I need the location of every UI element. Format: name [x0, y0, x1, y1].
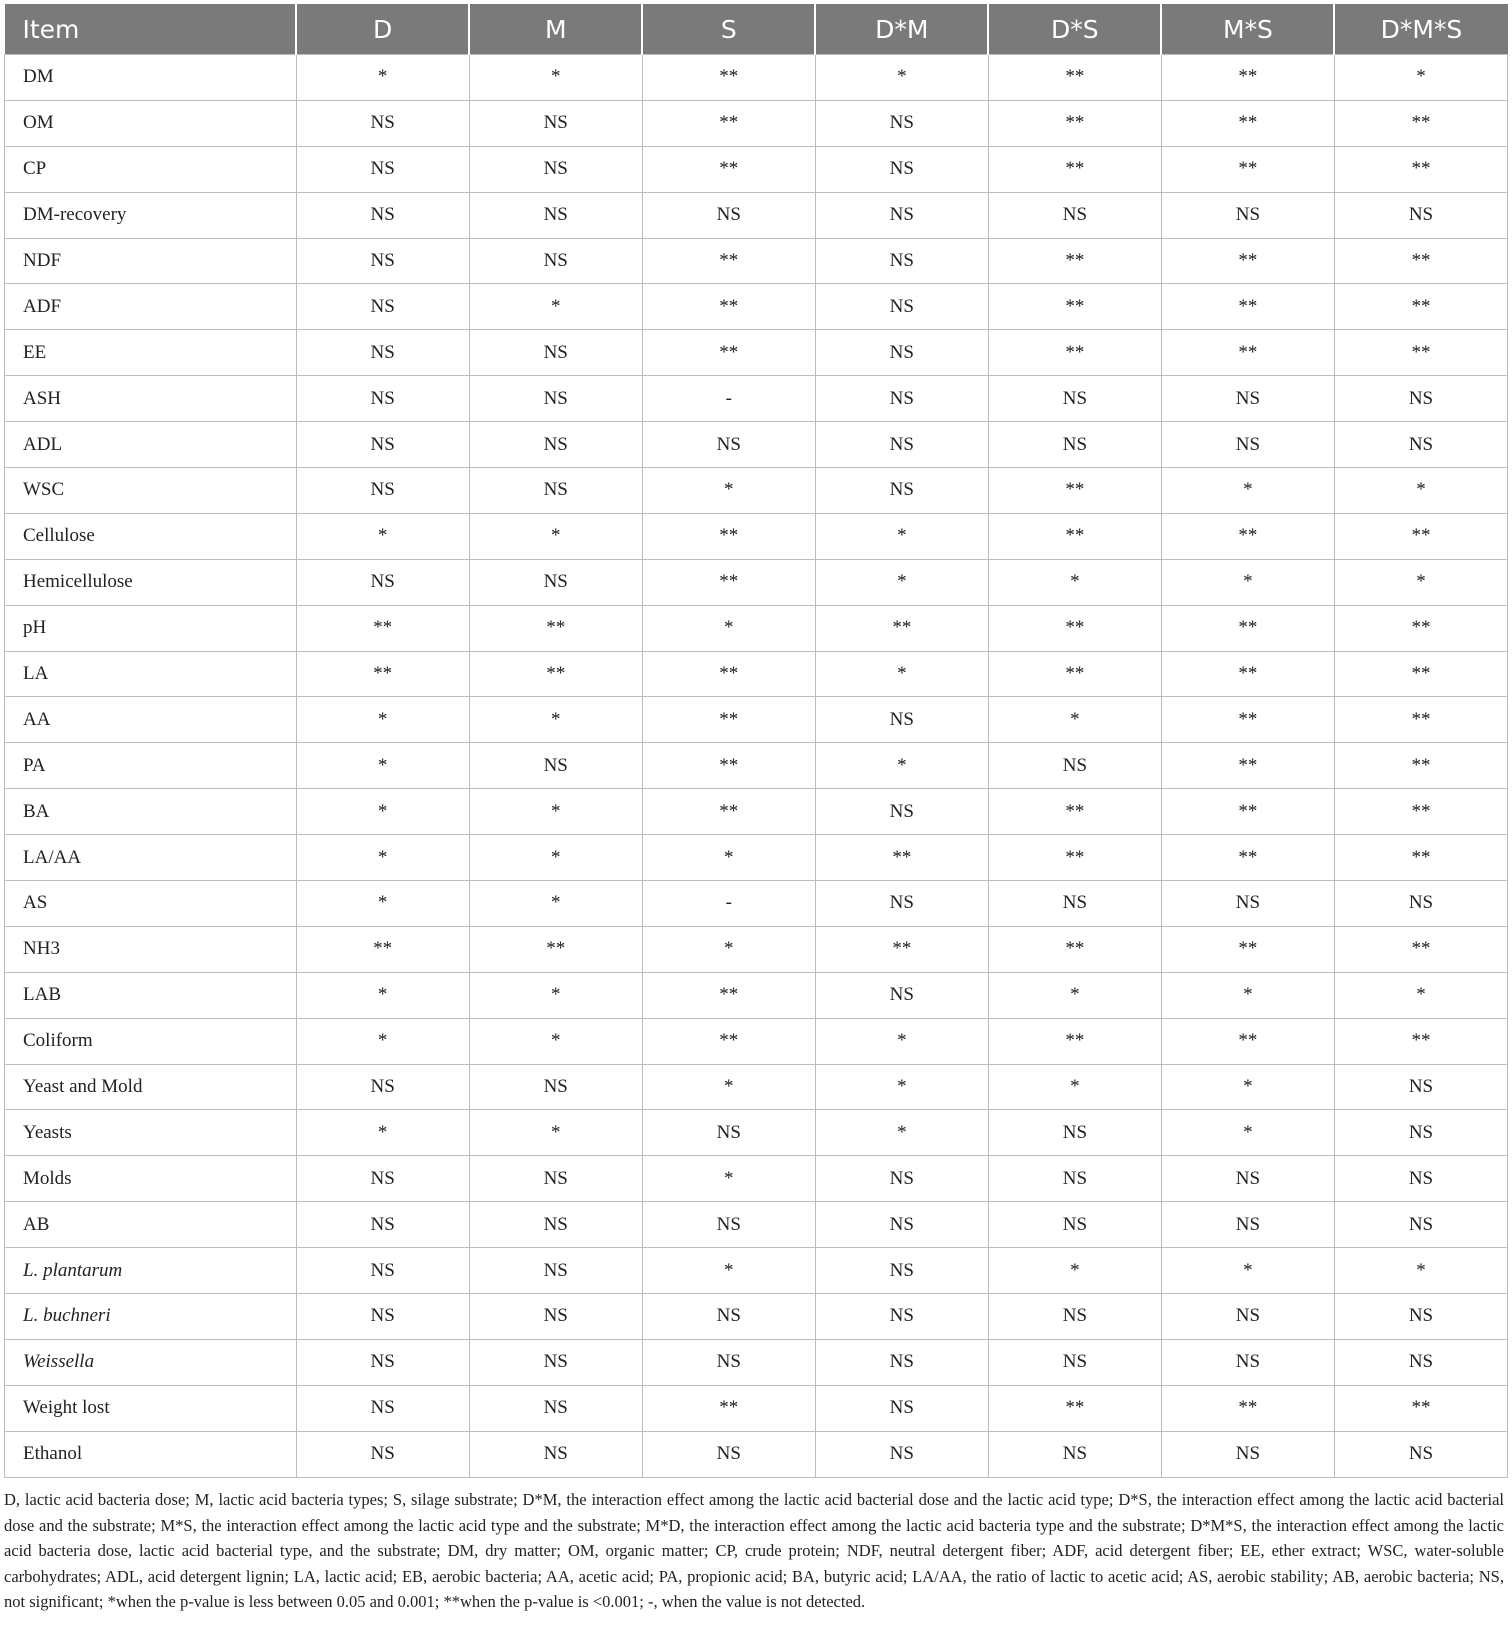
row-label: ADF	[5, 284, 297, 330]
significance-cell: **	[1161, 743, 1334, 789]
significance-cell: *	[1334, 559, 1507, 605]
table-row	[5, 789, 1508, 835]
significance-cell: **	[1334, 100, 1507, 146]
significance-cell: *	[296, 1018, 469, 1064]
significance-cell: NS	[1161, 376, 1334, 422]
significance-cell: NS	[1161, 1294, 1334, 1340]
significance-cell: NS	[642, 1294, 815, 1340]
significance-cell: *	[815, 1064, 988, 1110]
significance-cell: **	[988, 605, 1161, 651]
table-row	[5, 513, 1508, 559]
significance-cell: **	[1161, 697, 1334, 743]
significance-cell: NS	[815, 1339, 988, 1385]
row-label: Ethanol	[5, 1431, 297, 1477]
table-row	[5, 100, 1508, 146]
significance-cell: *	[1161, 468, 1334, 514]
significance-cell: NS	[296, 1385, 469, 1431]
significance-cell: *	[296, 789, 469, 835]
significance-cell: **	[1334, 284, 1507, 330]
significance-cell: **	[1334, 1018, 1507, 1064]
significance-cell: **	[642, 55, 815, 101]
significance-cell: NS	[988, 422, 1161, 468]
significance-cell: NS	[642, 422, 815, 468]
table-row	[5, 55, 1508, 101]
significance-cell: NS	[469, 1064, 642, 1110]
significance-cell: *	[296, 55, 469, 101]
significance-cell: *	[815, 559, 988, 605]
significance-cell: *	[642, 1248, 815, 1294]
significance-cell: *	[1161, 559, 1334, 605]
significance-cell: **	[1161, 605, 1334, 651]
row-label: NDF	[5, 238, 297, 284]
significance-cell: **	[642, 743, 815, 789]
significance-cell: **	[642, 100, 815, 146]
significance-cell: NS	[296, 284, 469, 330]
row-label: DM	[5, 55, 297, 101]
significance-cell: NS	[815, 376, 988, 422]
significance-cell: NS	[1161, 1202, 1334, 1248]
significance-cell: **	[815, 926, 988, 972]
significance-cell: **	[1334, 146, 1507, 192]
header-row	[5, 4, 1508, 55]
significance-cell: NS	[815, 881, 988, 927]
significance-cell: NS	[1334, 1431, 1507, 1477]
significance-cell: NS	[988, 881, 1161, 927]
significance-cell: NS	[296, 330, 469, 376]
significance-cell: NS	[469, 1385, 642, 1431]
significance-cell: NS	[1334, 1202, 1507, 1248]
significance-cell: *	[469, 881, 642, 927]
significance-cell: **	[296, 651, 469, 697]
significance-cell: NS	[815, 1202, 988, 1248]
row-label: LAB	[5, 972, 297, 1018]
significance-cell: NS	[815, 1294, 988, 1340]
significance-cell: NS	[296, 1156, 469, 1202]
significance-cell: *	[988, 1248, 1161, 1294]
significance-cell: *	[296, 743, 469, 789]
significance-cell: **	[988, 1018, 1161, 1064]
row-label: Yeasts	[5, 1110, 297, 1156]
significance-cell: **	[296, 605, 469, 651]
column-header-s: S	[642, 4, 815, 55]
significance-cell: NS	[988, 1110, 1161, 1156]
significance-cell: NS	[1161, 881, 1334, 927]
row-label: WSC	[5, 468, 297, 514]
significance-cell: **	[642, 238, 815, 284]
significance-cell: NS	[815, 100, 988, 146]
significance-cell: *	[1334, 1248, 1507, 1294]
significance-cell: NS	[296, 1202, 469, 1248]
significance-cell: **	[1334, 651, 1507, 697]
significance-cell: NS	[1334, 422, 1507, 468]
column-header-mxs: M*S	[1161, 4, 1334, 55]
significance-cell: **	[642, 146, 815, 192]
table-row	[5, 1294, 1508, 1340]
significance-cell: *	[469, 972, 642, 1018]
significance-cell: NS	[469, 238, 642, 284]
significance-cell: *	[296, 972, 469, 1018]
significance-cell: NS	[469, 146, 642, 192]
row-label: Weight lost	[5, 1385, 297, 1431]
significance-cell: *	[296, 881, 469, 927]
significance-cell: NS	[469, 1431, 642, 1477]
significance-cell: *	[988, 972, 1161, 1018]
significance-cell: *	[815, 743, 988, 789]
significance-cell: **	[988, 926, 1161, 972]
table-row	[5, 192, 1508, 238]
significance-cell: *	[296, 835, 469, 881]
significance-cell: NS	[1334, 1110, 1507, 1156]
table-row	[5, 835, 1508, 881]
significance-cell: *	[642, 605, 815, 651]
table-row	[5, 146, 1508, 192]
table-footnote: D, lactic acid bacteria dose; M, lactic acid bacteria types; S, silage substrate; D*M, the interaction effect among the lactic acid bacterial dose and the lactic acid type; D*S, the interaction effect among the lactic acid bacterial dose and the substrate; M*S, the interaction effect among the lactic acid type and the substrate; M*D, the interaction effect among the lactic acid bacteria type and the substrate; D*M*S, the interaction effect among the lactic acid bacteria dose, lactic acid bacterial type, and the substrate; DM, dry matter; OM, organic matter; CP, crude protein; NDF, neutral detergent fiber; ADF, acid detergent fiber; EE, ether extract; WSC, water-soluble carbohydrates; ADL, acid detergent lignin; LA, lactic acid; EB, aerobic bacteria; AA, acetic acid; PA, propionic acid; BA, butyric acid; LA/AA, the ratio of lactic to acetic acid; AS, aerobic stability; AB, aerobic bacteria; NS, not significant; *when the p-value is less between 0.05 and 0.001; **when the p-value is <0.001; -, when the value is not detected.	[4, 1490, 1504, 1611]
significance-cell: **	[1161, 789, 1334, 835]
significance-cell: -	[642, 881, 815, 927]
significance-cell: *	[1334, 972, 1507, 1018]
table-row	[5, 1018, 1508, 1064]
significance-cell: *	[296, 513, 469, 559]
table-row	[5, 972, 1508, 1018]
significance-cell: **	[1161, 330, 1334, 376]
significance-cell: *	[469, 835, 642, 881]
significance-cell: *	[296, 697, 469, 743]
table-row	[5, 376, 1508, 422]
row-label: NH3	[5, 926, 297, 972]
significance-cell: NS	[1334, 1156, 1507, 1202]
significance-cell: **	[988, 468, 1161, 514]
significance-cell: **	[1161, 146, 1334, 192]
significance-cell: NS	[815, 789, 988, 835]
significance-cell: NS	[815, 192, 988, 238]
significance-cell: *	[469, 284, 642, 330]
row-label: CP	[5, 146, 297, 192]
table-row	[5, 881, 1508, 927]
significance-cell: **	[1334, 238, 1507, 284]
row-label: Cellulose	[5, 513, 297, 559]
significance-cell: **	[1334, 835, 1507, 881]
significance-cell: **	[1161, 100, 1334, 146]
significance-cell: **	[1334, 789, 1507, 835]
column-header-dxm: D*M	[815, 4, 988, 55]
table-row	[5, 1385, 1508, 1431]
significance-cell: *	[642, 1156, 815, 1202]
row-label: L. plantarum	[5, 1248, 297, 1294]
significance-cell: NS	[296, 1248, 469, 1294]
significance-cell: NS	[1161, 1339, 1334, 1385]
significance-cell: NS	[988, 743, 1161, 789]
row-label: AA	[5, 697, 297, 743]
table-row	[5, 559, 1508, 605]
significance-cell: *	[1161, 972, 1334, 1018]
significance-cell: **	[988, 100, 1161, 146]
significance-cell: *	[988, 559, 1161, 605]
significance-cell: NS	[1161, 1156, 1334, 1202]
significance-cell: NS	[296, 1431, 469, 1477]
significance-cell: NS	[296, 376, 469, 422]
significance-cell: **	[1334, 743, 1507, 789]
significance-cell: **	[988, 146, 1161, 192]
significance-cell: **	[1161, 513, 1334, 559]
significance-cell: **	[1334, 513, 1507, 559]
table-row	[5, 1339, 1508, 1385]
significance-cell: *	[1161, 1248, 1334, 1294]
significance-cell: NS	[296, 100, 469, 146]
significance-cell: *	[815, 651, 988, 697]
significance-cell: *	[642, 835, 815, 881]
significance-cell: NS	[815, 422, 988, 468]
table-row	[5, 1156, 1508, 1202]
significance-cell: **	[815, 605, 988, 651]
row-label: ASH	[5, 376, 297, 422]
significance-cell: **	[1161, 651, 1334, 697]
significance-cell: **	[469, 651, 642, 697]
significance-cell: NS	[642, 1110, 815, 1156]
row-label: PA	[5, 743, 297, 789]
significance-cell: *	[1161, 1064, 1334, 1110]
table-body	[5, 55, 1508, 1478]
significance-cell: *	[988, 1064, 1161, 1110]
significance-cell: **	[988, 1385, 1161, 1431]
row-label: OM	[5, 100, 297, 146]
column-header-m: M	[469, 4, 642, 55]
row-label: Yeast and Mold	[5, 1064, 297, 1110]
significance-cell: NS	[1161, 422, 1334, 468]
significance-cell: *	[469, 789, 642, 835]
row-label: ADL	[5, 422, 297, 468]
table-row	[5, 1064, 1508, 1110]
significance-cell: **	[642, 697, 815, 743]
significance-cell: **	[1334, 697, 1507, 743]
significance-cell: **	[1161, 1385, 1334, 1431]
row-label: Hemicellulose	[5, 559, 297, 605]
significance-cell: *	[296, 1110, 469, 1156]
significance-cell: *	[1334, 55, 1507, 101]
significance-cell: NS	[296, 1064, 469, 1110]
significance-cell: NS	[469, 468, 642, 514]
table-row	[5, 1248, 1508, 1294]
significance-cell: NS	[815, 1248, 988, 1294]
significance-cell: **	[296, 926, 469, 972]
significance-cell: **	[642, 789, 815, 835]
significance-cell: *	[642, 468, 815, 514]
significance-cell: NS	[1161, 1431, 1334, 1477]
row-label: LA/AA	[5, 835, 297, 881]
column-header-d: D	[296, 4, 469, 55]
significance-cell: NS	[296, 559, 469, 605]
significance-cell: **	[988, 835, 1161, 881]
significance-cell: **	[815, 835, 988, 881]
significance-cell: NS	[469, 422, 642, 468]
significance-cell: NS	[1334, 1064, 1507, 1110]
significance-cell: NS	[642, 1431, 815, 1477]
table-row	[5, 1431, 1508, 1477]
row-label: L. buchneri	[5, 1294, 297, 1340]
significance-cell: NS	[988, 1202, 1161, 1248]
table-row	[5, 330, 1508, 376]
significance-cell: NS	[296, 192, 469, 238]
significance-cell: **	[642, 1018, 815, 1064]
significance-cell: **	[469, 926, 642, 972]
significance-cell: *	[815, 1110, 988, 1156]
significance-cell: **	[1334, 605, 1507, 651]
significance-cell: NS	[296, 1339, 469, 1385]
table-row	[5, 926, 1508, 972]
significance-cell: NS	[469, 330, 642, 376]
row-label: AB	[5, 1202, 297, 1248]
row-label: EE	[5, 330, 297, 376]
significance-cell: *	[815, 1018, 988, 1064]
significance-cell: **	[1334, 1385, 1507, 1431]
significance-cell: NS	[988, 1294, 1161, 1340]
column-header-item: Item	[5, 4, 297, 55]
significance-cell: NS	[815, 284, 988, 330]
significance-cell: NS	[469, 1294, 642, 1340]
significance-cell: NS	[815, 1156, 988, 1202]
significance-cell: NS	[815, 972, 988, 1018]
significance-cell: NS	[815, 330, 988, 376]
significance-cell: NS	[469, 1202, 642, 1248]
significance-cell: **	[988, 513, 1161, 559]
significance-cell: NS	[296, 146, 469, 192]
significance-cell: NS	[815, 1431, 988, 1477]
significance-cell: NS	[296, 468, 469, 514]
row-label: Molds	[5, 1156, 297, 1202]
significance-cell: NS	[469, 1339, 642, 1385]
significance-cell: **	[1161, 284, 1334, 330]
significance-cell: **	[1161, 238, 1334, 284]
significance-cell: **	[642, 559, 815, 605]
significance-cell: NS	[469, 559, 642, 605]
significance-cell: **	[642, 284, 815, 330]
significance-cell: NS	[988, 192, 1161, 238]
significance-cell: *	[815, 55, 988, 101]
row-label: LA	[5, 651, 297, 697]
row-label: DM-recovery	[5, 192, 297, 238]
significance-cell: NS	[988, 1156, 1161, 1202]
significance-cell: NS	[296, 238, 469, 284]
significance-cell: NS	[469, 1248, 642, 1294]
significance-cell: NS	[988, 1339, 1161, 1385]
significance-cell: NS	[469, 100, 642, 146]
significance-cell: **	[1334, 926, 1507, 972]
significance-cell: *	[988, 697, 1161, 743]
table-row	[5, 1110, 1508, 1156]
significance-cell: NS	[815, 1385, 988, 1431]
significance-cell: **	[1161, 1018, 1334, 1064]
significance-cell: **	[469, 605, 642, 651]
significance-cell: *	[469, 697, 642, 743]
significance-cell: *	[1334, 468, 1507, 514]
significance-cell: NS	[1334, 881, 1507, 927]
significance-cell: NS	[1334, 1339, 1507, 1385]
significance-cell: NS	[642, 1339, 815, 1385]
significance-cell: NS	[988, 376, 1161, 422]
significance-cell: NS	[1334, 1294, 1507, 1340]
significance-cell: NS	[815, 146, 988, 192]
significance-cell: NS	[1334, 192, 1507, 238]
significance-cell: NS	[469, 192, 642, 238]
significance-cell: *	[1161, 1110, 1334, 1156]
table-row	[5, 743, 1508, 789]
significance-cell: **	[988, 651, 1161, 697]
significance-cell: NS	[815, 238, 988, 284]
row-label: AS	[5, 881, 297, 927]
significance-cell: **	[988, 284, 1161, 330]
significance-cell: *	[469, 513, 642, 559]
row-label: BA	[5, 789, 297, 835]
table-row	[5, 468, 1508, 514]
significance-cell: **	[642, 972, 815, 1018]
significance-cell: -	[642, 376, 815, 422]
table-row	[5, 238, 1508, 284]
significance-cell: **	[988, 238, 1161, 284]
significance-cell: *	[469, 1018, 642, 1064]
significance-cell: NS	[815, 697, 988, 743]
row-label: pH	[5, 605, 297, 651]
table-row	[5, 651, 1508, 697]
significance-cell: NS	[469, 743, 642, 789]
table-container	[4, 4, 1508, 1478]
table-row	[5, 697, 1508, 743]
row-label: Coliform	[5, 1018, 297, 1064]
significance-cell: NS	[296, 422, 469, 468]
significance-cell: NS	[1334, 376, 1507, 422]
column-header-dxs: D*S	[988, 4, 1161, 55]
significance-cell: **	[642, 1385, 815, 1431]
significance-cell: **	[988, 55, 1161, 101]
significance-cell: **	[988, 789, 1161, 835]
table-row	[5, 284, 1508, 330]
significance-cell: *	[642, 926, 815, 972]
significance-cell: NS	[642, 192, 815, 238]
significance-cell: NS	[469, 376, 642, 422]
table-row	[5, 422, 1508, 468]
significance-cell: NS	[988, 1431, 1161, 1477]
significance-cell: *	[469, 1110, 642, 1156]
significance-cell: *	[642, 1064, 815, 1110]
table-row	[5, 1202, 1508, 1248]
significance-cell: **	[642, 513, 815, 559]
table-header	[5, 4, 1508, 55]
significance-cell: **	[1161, 835, 1334, 881]
significance-cell: **	[1161, 55, 1334, 101]
significance-cell: NS	[296, 1294, 469, 1340]
significance-cell: **	[988, 330, 1161, 376]
significance-cell: **	[642, 651, 815, 697]
column-header-dxmxs: D*M*S	[1334, 4, 1507, 55]
significance-cell: NS	[642, 1202, 815, 1248]
table-row	[5, 605, 1508, 651]
significance-table	[4, 4, 1508, 1478]
significance-cell: NS	[815, 468, 988, 514]
significance-cell: **	[1161, 926, 1334, 972]
significance-cell: *	[815, 513, 988, 559]
significance-cell: NS	[469, 1156, 642, 1202]
significance-cell: NS	[1161, 192, 1334, 238]
significance-cell: **	[642, 330, 815, 376]
significance-cell: *	[469, 55, 642, 101]
significance-cell: **	[1334, 330, 1507, 376]
row-label: Weissella	[5, 1339, 297, 1385]
